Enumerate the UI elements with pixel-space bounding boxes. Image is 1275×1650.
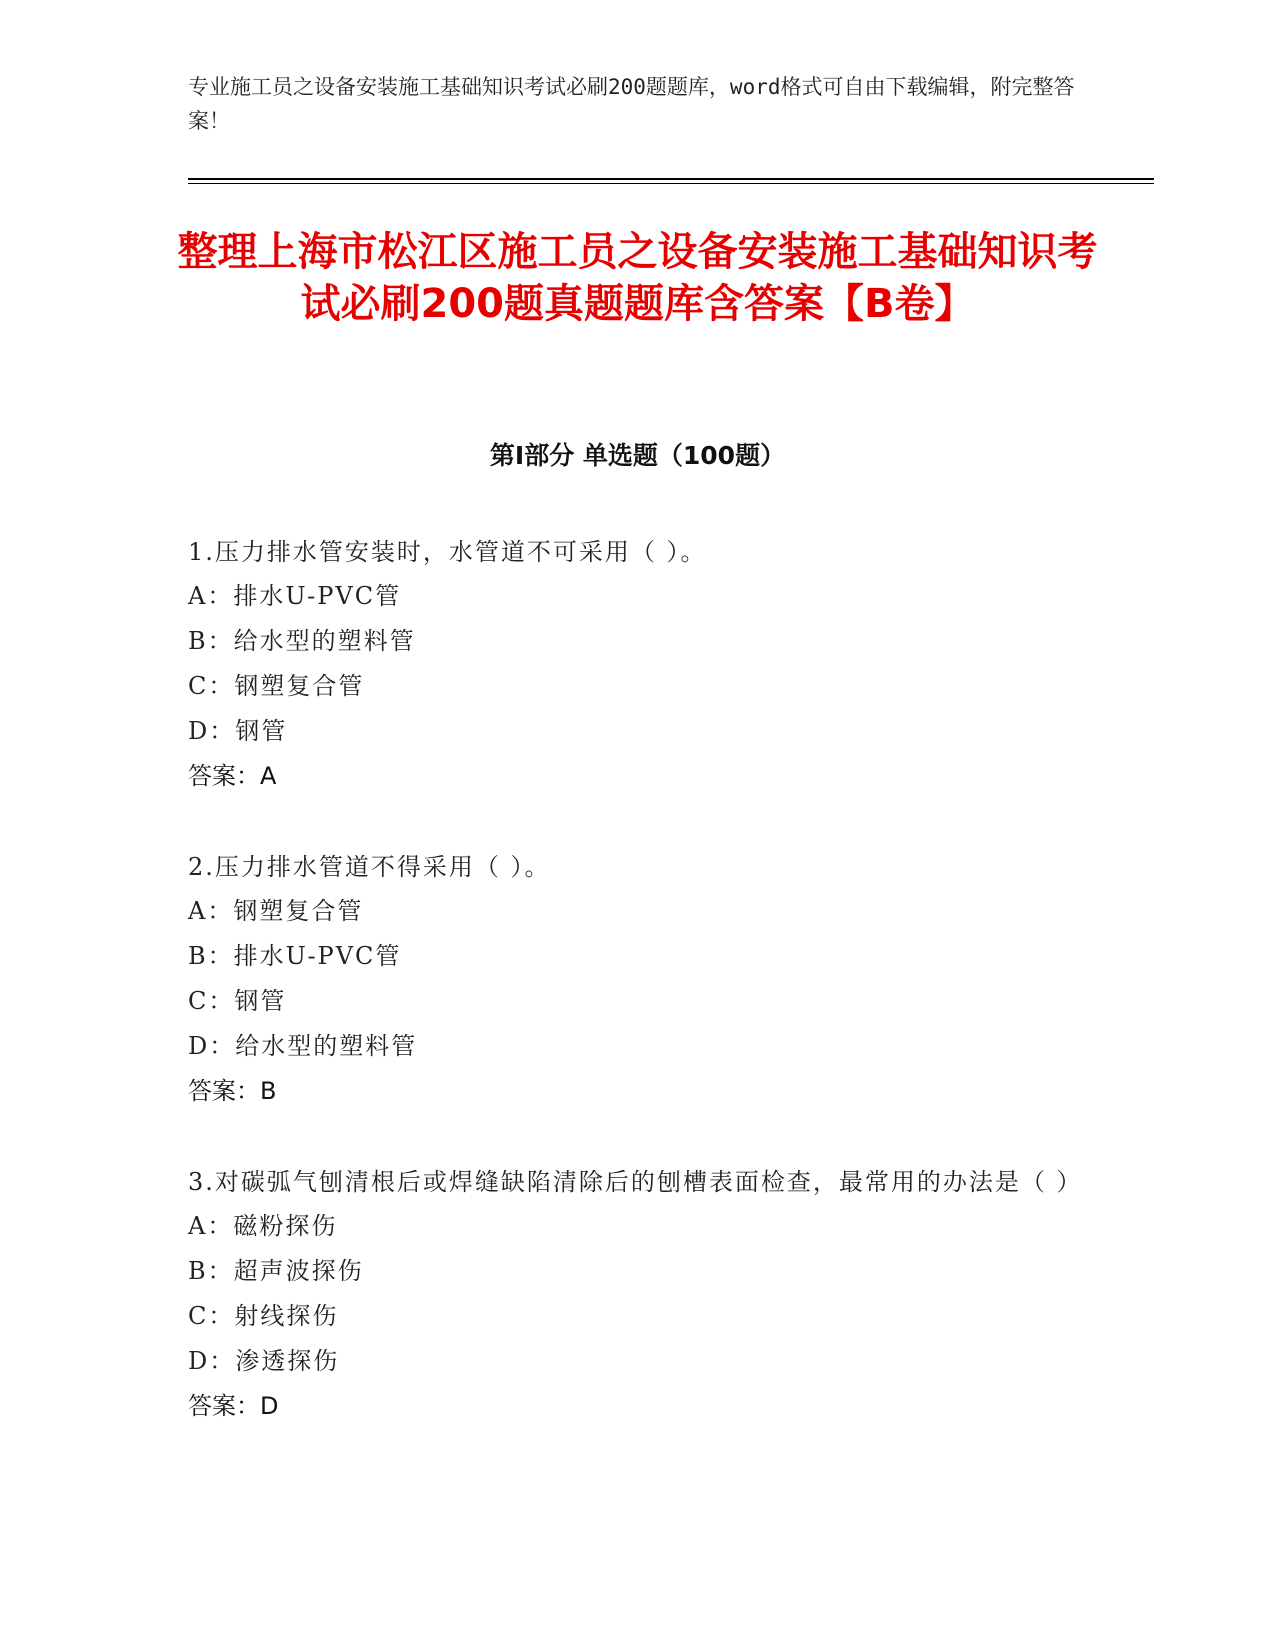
question-stem: 2.压力排水管道不得采用（ ）。 bbox=[188, 853, 551, 881]
question-1 bbox=[188, 530, 1088, 799]
option-a: A：钢塑复合管 bbox=[188, 897, 364, 925]
question-2 bbox=[188, 845, 1088, 1114]
option-c: C：钢塑复合管 bbox=[188, 672, 365, 700]
question-list bbox=[188, 530, 1088, 1475]
header-divider-thin bbox=[188, 183, 1154, 184]
option-d: D：渗透探伤 bbox=[188, 1347, 340, 1375]
answer: 答案：B bbox=[188, 1077, 277, 1105]
intro-text: 专业施工员之设备安装施工基础知识考试必刷200题题库，word格式可自由下载编辑，附完整答案！ bbox=[188, 75, 1075, 133]
section-heading: 第I部分 单选题（100题） bbox=[489, 441, 786, 470]
option-d: D：给水型的塑料管 bbox=[188, 1032, 418, 1060]
answer: 答案：D bbox=[188, 1392, 279, 1420]
option-d: D：钢管 bbox=[188, 717, 288, 745]
option-b: B：给水型的塑料管 bbox=[188, 627, 416, 655]
option-c: C：射线探伤 bbox=[188, 1302, 339, 1330]
document-title: 整理上海市松江区施工员之设备安装施工基础知识考试必刷200题真题题库含答案【B卷】 bbox=[177, 229, 1098, 327]
option-c: C：钢管 bbox=[188, 987, 287, 1015]
option-b: B：排水U-PVC管 bbox=[188, 942, 402, 970]
option-a: A：排水U-PVC管 bbox=[188, 582, 402, 610]
option-b: B：超声波探伤 bbox=[188, 1257, 364, 1285]
question-stem: 1.压力排水管安装时，水管道不可采用（ ）。 bbox=[188, 538, 707, 566]
answer: 答案：A bbox=[188, 762, 277, 790]
question-3 bbox=[188, 1160, 1088, 1429]
option-a: A：磁粉探伤 bbox=[188, 1212, 338, 1240]
header-divider bbox=[188, 178, 1154, 180]
question-stem: 3.对碳弧气刨清根后或焊缝缺陷清除后的刨槽表面检查，最常用的办法是（ ） bbox=[188, 1168, 1083, 1196]
